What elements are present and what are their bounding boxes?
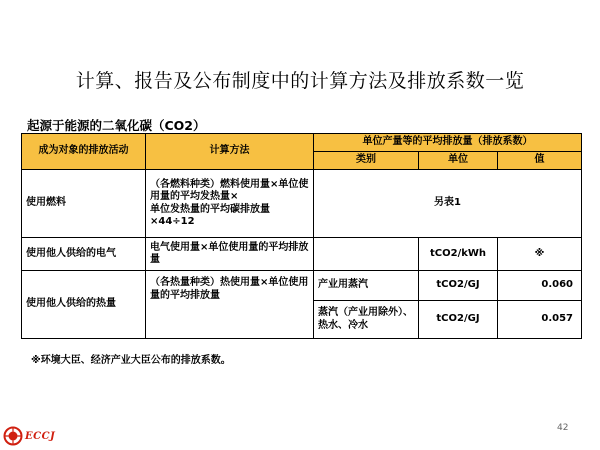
row-heat-activity: 使用他人供给的热量 [22, 271, 146, 339]
row-electricity-method: 电气使用量×单位使用量的平均排放量 [146, 238, 314, 271]
row-electricity-category [314, 238, 419, 271]
eccj-logo [3, 426, 55, 446]
section-subtitle: 起源于能源的二氧化碳（CO2） [27, 118, 206, 133]
header-value: 值 [498, 152, 582, 170]
row-electricity-unit: tCO2/kWh [419, 238, 498, 271]
emission-factor-table [21, 133, 582, 339]
row-heat-unit-1: tCO2/GJ [419, 271, 498, 301]
row-fuel-activity: 使用燃料 [22, 170, 146, 238]
row-heat-category-2: 蒸汽（产业用除外）、热水、冷水 [314, 301, 419, 339]
header-activity: 成为对象的排放活动 [22, 134, 146, 170]
logo-text: ECCJ [25, 430, 56, 442]
table-row [22, 271, 582, 301]
row-electricity-value: ※ [498, 238, 582, 271]
row-fuel-method [146, 170, 314, 238]
row-heat-method: （各热量种类）热使用量×单位使用量的平均排放量 [146, 271, 314, 339]
header-category: 类别 [314, 152, 419, 170]
row-heat-value-2: 0.057 [498, 301, 582, 339]
page-number: 42 [557, 423, 569, 433]
table-row [22, 238, 582, 271]
page-title: 计算、报告及公布制度中的计算方法及排放系数一览 [75, 70, 525, 92]
row-fuel-method-line2: 单位发热量的平均碳排放量×44÷12 [150, 203, 270, 227]
header-average-emission: 单位产量等的平均排放量（排放系数） [314, 134, 582, 152]
row-electricity-activity: 使用他人供给的电气 [22, 238, 146, 271]
header-unit: 单位 [419, 152, 498, 170]
row-fuel-reference: 另表1 [314, 170, 582, 238]
row-heat-unit-2: tCO2/GJ [419, 301, 498, 339]
row-fuel-method-line1: （各燃料种类）燃料使用量×单位使用量的平均发热量× [150, 178, 309, 202]
row-heat-value-1: 0.060 [498, 271, 582, 301]
header-method: 计算方法 [146, 134, 314, 170]
row-heat-category-1: 产业用蒸汽 [314, 271, 419, 301]
footnote: ※环境大臣、经济产业大臣公布的排放系数。 [31, 355, 231, 366]
table-row [22, 170, 582, 238]
eccj-emblem-icon [3, 426, 23, 446]
